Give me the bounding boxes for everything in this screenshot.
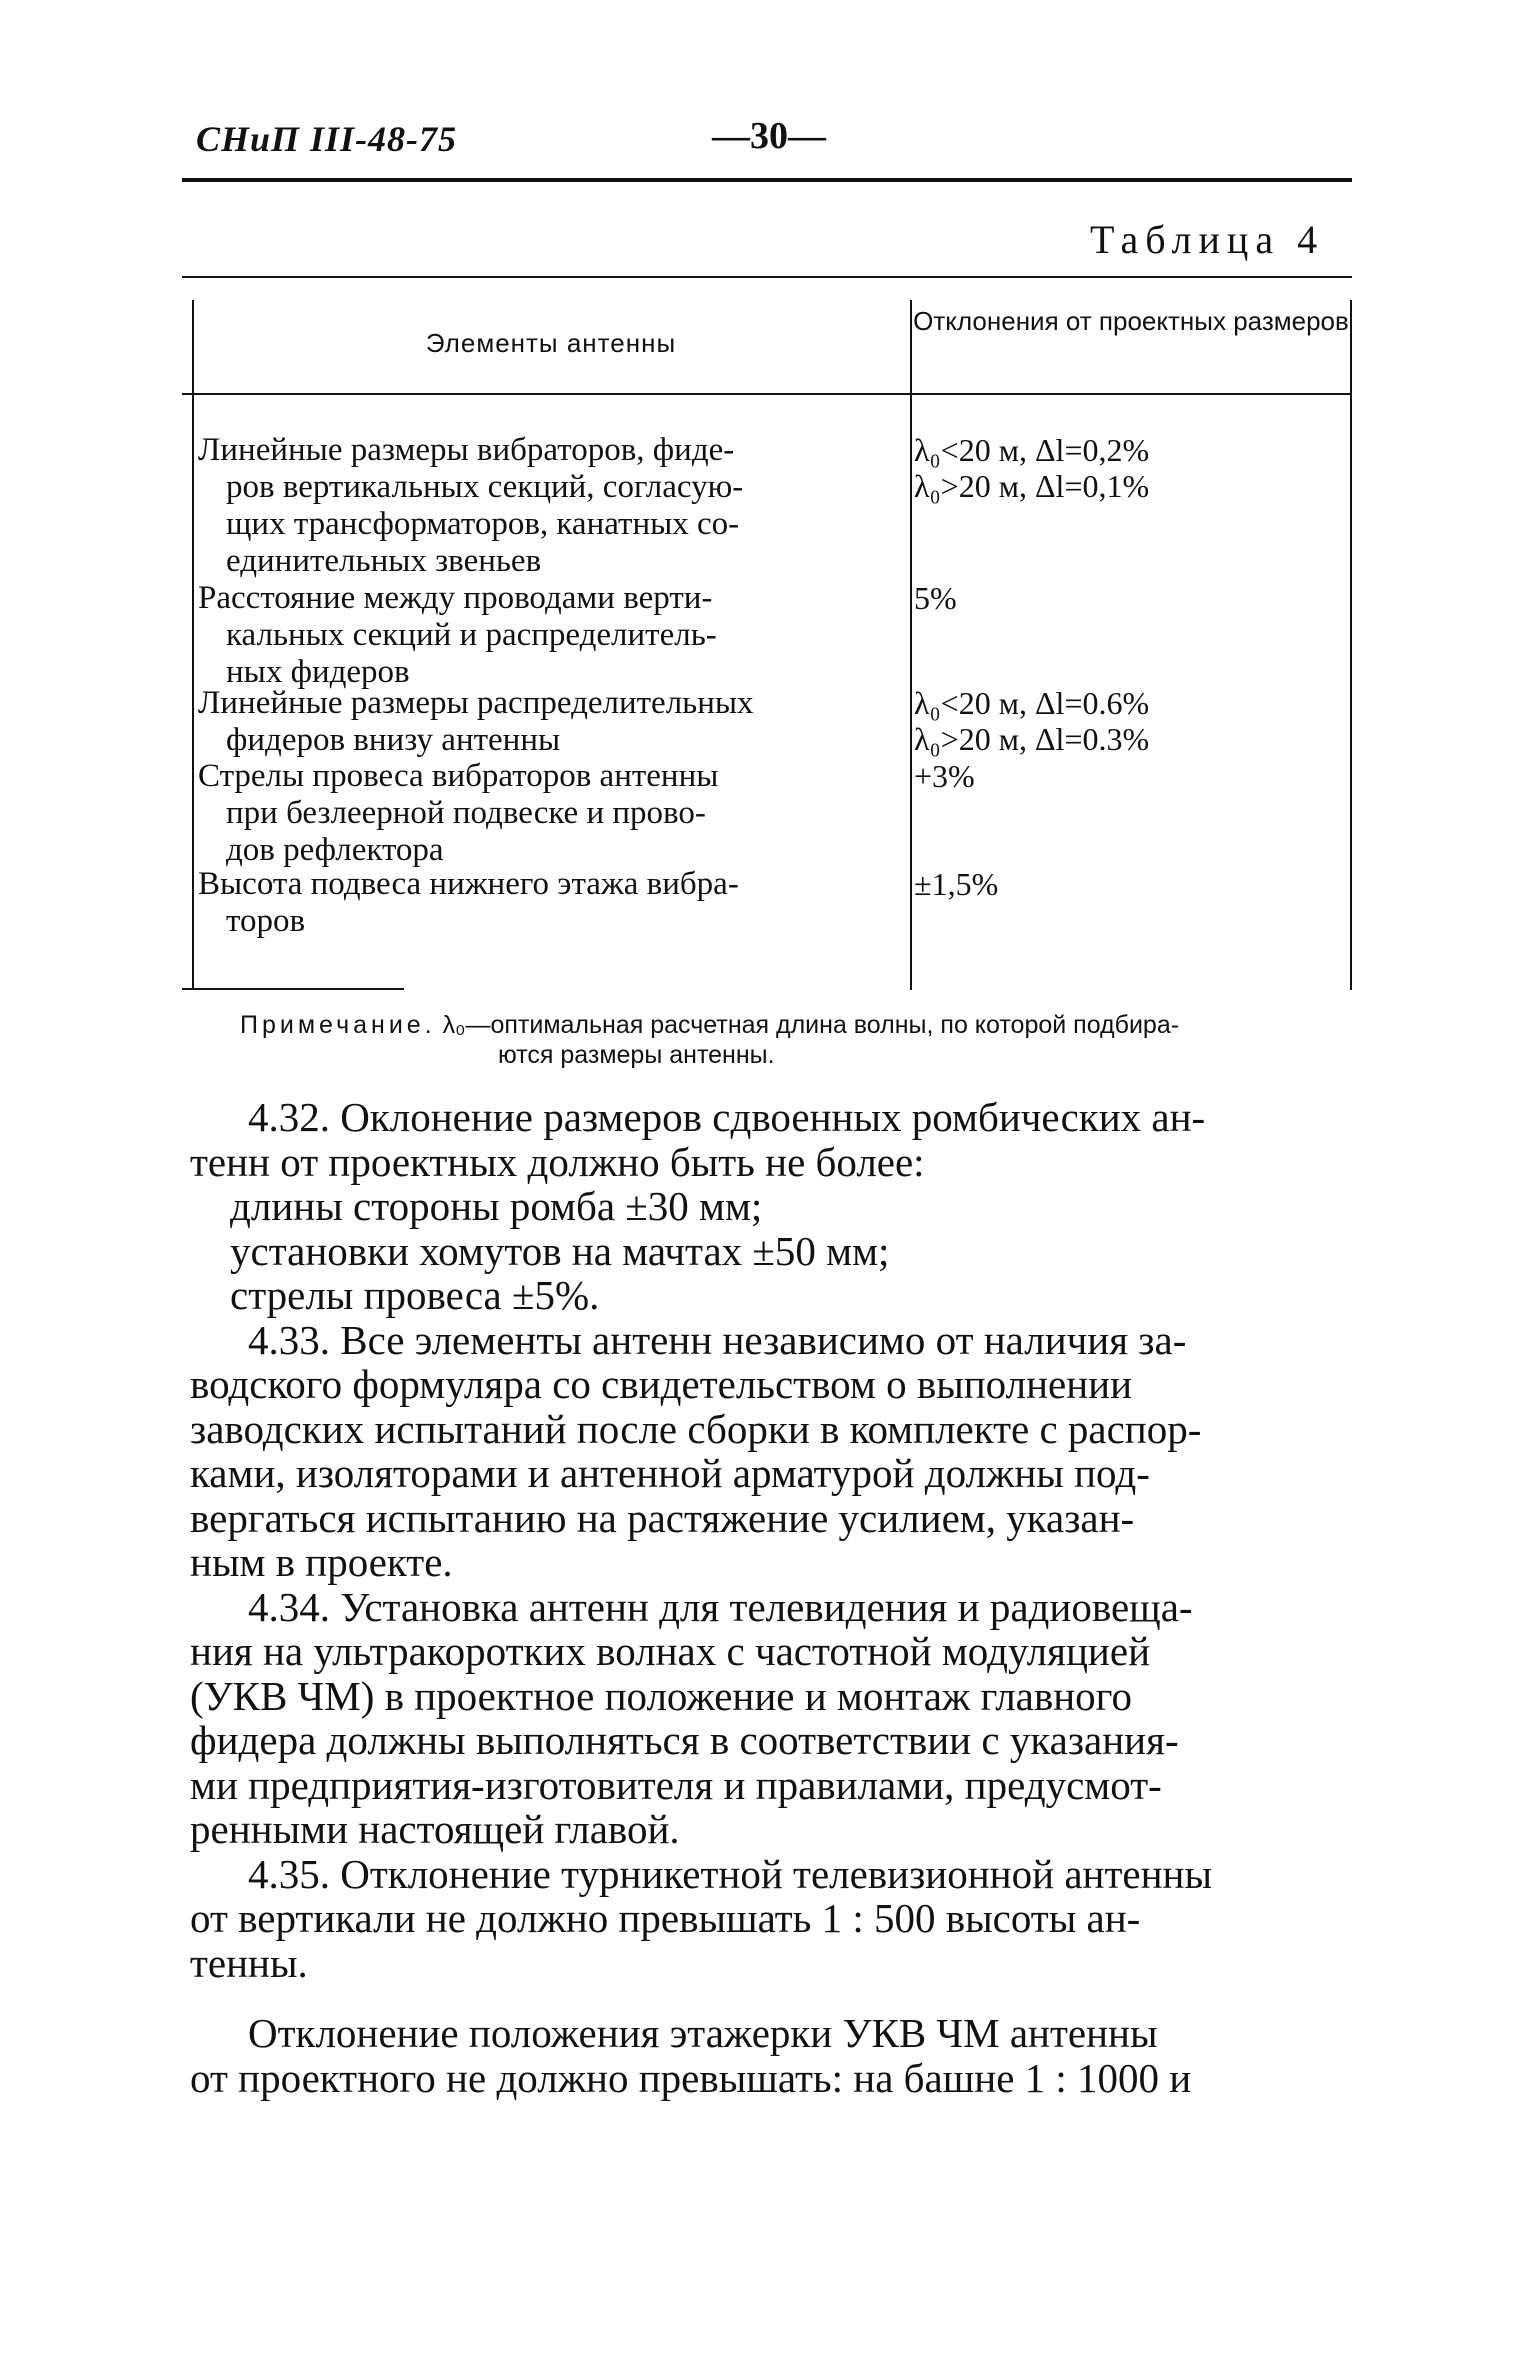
cell-line: ±1,5%: [914, 866, 999, 902]
cell-line: фидеров внизу антенны: [226, 722, 561, 758]
table-row-1-deviation: [914, 432, 1344, 504]
body-text: [190, 1095, 1354, 2100]
list-item: установки хомутов на мачтах ±50 мм;: [230, 1227, 890, 1274]
paragraph-4-33-line: ками, изоляторами и антенной арматурой должны под-: [190, 1450, 1150, 1496]
table-row-4-element: [198, 758, 884, 869]
cell-line: λ₀>20 м, Δl=0.3%: [914, 721, 1150, 757]
paragraph-4-33-line: заводских испытаний после сборки в комплекте с распор-: [190, 1405, 1202, 1452]
paragraph-4-35-line: 4.35. Отклонение турникетной телевизионной антенны: [248, 1850, 1213, 1897]
cell-line: λ₀>20 м, Δl=0,1%: [914, 468, 1150, 504]
cell-line: ров вертикальных секций, согласую-: [226, 469, 744, 505]
cell-line: +3%: [914, 758, 975, 794]
table-column-divider: [910, 300, 912, 990]
paragraph-4-33-line: 4.33. Все элементы антенн независимо от наличия за-: [248, 1316, 1187, 1363]
cell-line: торов: [226, 903, 306, 939]
paragraph-last-line: Отклонение положения этажерки УКВ ЧМ антенны: [248, 2010, 1158, 2056]
table-left-border: [192, 300, 194, 990]
paragraph-4-35-line: тенны.: [190, 1939, 308, 1986]
paragraph-4-34-line: (УКВ ЧМ) в проектное положение и монтаж главного: [190, 1672, 1132, 1719]
cell-line: щих трансформаторов, канатных со-: [226, 506, 740, 542]
paragraph-4-33-line: ным в проекте.: [190, 1539, 453, 1585]
cell-line: ных фидеров: [226, 654, 410, 690]
table-header-border: [182, 393, 1352, 395]
column-header-deviations: Отклонения от проектных размеров: [913, 306, 1349, 336]
cell-line: дов рефлектора: [226, 832, 444, 868]
cell-line: λ₀<20 м, Δl=0,2%: [914, 432, 1150, 468]
cell-line: Стрелы провеса вибраторов антенны: [198, 758, 719, 794]
cell-line: Линейные размеры распределительных: [198, 685, 754, 721]
paragraph-4-33-line: водского формуляра со свидетельством о выполнении: [190, 1361, 1133, 1407]
header-rule: [182, 178, 1352, 182]
paragraph-4-33-line: вергаться испытанию на растяжение усилием, указан-: [190, 1494, 1135, 1541]
list-item: стрелы провеса ±5%.: [230, 1272, 600, 1318]
paragraph-4-34-line: ми предприятия-изготовителя и правилами, предусмот-: [190, 1761, 1162, 1808]
document-code: СНиП III-48-75: [196, 119, 458, 159]
table-row-3-deviation: [914, 685, 1344, 757]
paragraph-4-32-line: 4.32. Оклонение размеров сдвоенных ромбических ан-: [248, 1094, 1206, 1140]
table-top-border: [182, 276, 1352, 278]
list-item: длины стороны ромба ±30 мм;: [230, 1183, 763, 1229]
note-lead: Примечание.: [240, 1011, 436, 1039]
cell-line: λ₀<20 м, Δl=0.6%: [914, 685, 1150, 721]
cell-line: 5%: [914, 580, 957, 616]
paragraph-4-34-line: фидера должны выполняться в соответствии с указания-: [190, 1717, 1179, 1763]
table-row-5-deviation: [914, 866, 1344, 902]
table-row-3-element: [198, 685, 884, 759]
paragraph-4-34-line: ренными настоящей главой.: [190, 1806, 680, 1852]
cell-line: кальных секций и распределитель-: [226, 617, 717, 653]
cell-line: Расстояние между проводами верти-: [198, 580, 713, 616]
paragraph-4-32-line: тенн от проектных должно быть не более:: [190, 1138, 925, 1185]
table-note: [240, 1010, 1350, 1070]
cell-line: единительных звеньев: [226, 543, 542, 579]
column-header-elements: Элементы антенны: [425, 328, 677, 358]
cell-line: Высота подвеса нижнего этажа вибра-: [198, 866, 739, 902]
cell-line: при безлеерной подвеске и прово-: [226, 795, 706, 831]
paragraph-4-35-line: от вертикали не должно превышать 1 : 500 высоты ан-: [190, 1895, 1141, 1941]
cell-line: Линейные размеры вибраторов, фиде-: [198, 432, 735, 468]
page-number: —30—: [712, 115, 826, 157]
paragraph-last-line: от проектного не должно превышать: на башне 1 : 1000 и: [190, 2054, 1192, 2101]
paragraph-4-34-line: 4.34. Установка антенн для телевидения и радиовеща-: [248, 1583, 1193, 1630]
table-row-4-deviation: [914, 758, 1344, 794]
paragraph-gap: [190, 1985, 1354, 2011]
table-right-border: [1350, 300, 1352, 990]
table-row-1-element: [198, 432, 884, 580]
note-line-2: ются размеры антенны.: [498, 1041, 775, 1069]
table-caption: Таблица 4: [1090, 217, 1325, 262]
paragraph-4-34-line: ния на ультракоротких волнах с частотной модуляцией: [190, 1628, 1151, 1674]
table-row-5-element: [198, 866, 884, 940]
table-row-2-element: [198, 580, 884, 691]
table-bottom-border: [182, 988, 404, 990]
table-row-2-deviation: [914, 580, 1344, 616]
note-line-1: λ₀—оптимальная расчетная длина волны, по которой подбира-: [442, 1011, 1180, 1039]
